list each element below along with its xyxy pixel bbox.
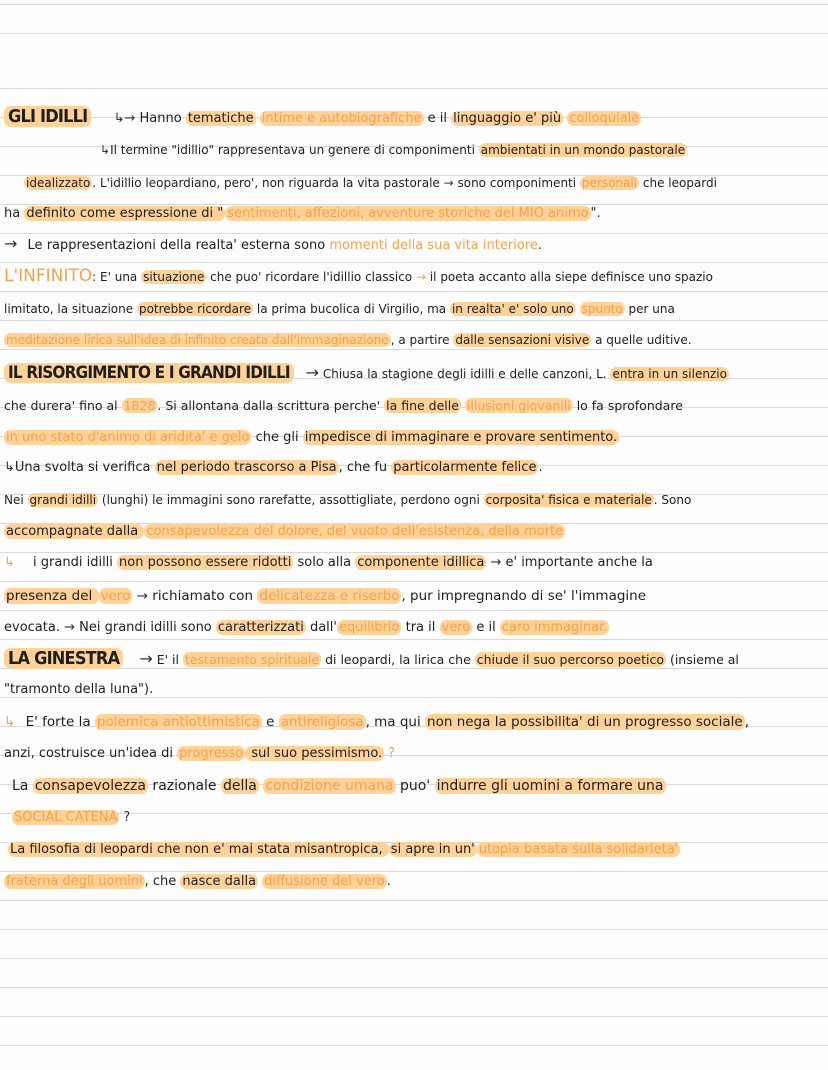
- text: ".: [590, 206, 601, 221]
- section-title-ginestra: LA GINESTRA: [4, 648, 123, 669]
- arrow-icon: →: [490, 555, 502, 570]
- text: per una: [624, 302, 675, 316]
- text: .: [386, 874, 391, 889]
- text: e' importante anche la: [501, 555, 653, 570]
- highlight-key-term: vero: [100, 588, 131, 604]
- text: "tramonto della luna").: [4, 682, 154, 697]
- text: puo': [395, 778, 435, 794]
- text: richiamato con: [148, 588, 258, 604]
- arrow-icon: →: [136, 588, 149, 604]
- text: dall': [305, 620, 337, 635]
- line-4: [4, 200, 822, 228]
- text: . Sono: [653, 493, 692, 507]
- highlight-key-term: colloquiale: [569, 111, 640, 126]
- highlight: in realta' e' solo uno: [451, 302, 574, 316]
- text: , che fu: [338, 460, 392, 475]
- text: lo fa sprofondare: [572, 398, 683, 413]
- text: sono componimenti: [453, 176, 580, 190]
- text: e il: [423, 111, 452, 126]
- highlight-key-term: utopia basata sulla solidarieta': [478, 842, 679, 857]
- text: , ma qui: [365, 714, 426, 730]
- line-15: [4, 549, 822, 577]
- line-9: [4, 359, 822, 387]
- text: La: [12, 778, 33, 794]
- highlight: sul suo pessimismo.: [247, 746, 383, 761]
- text: che puo' ricordare l'idillio classico: [206, 270, 416, 284]
- highlight: componente idillica: [357, 555, 485, 570]
- highlight-key-term: progresso: [179, 746, 244, 761]
- section-title-idilli: GLI IDILLI: [4, 106, 91, 127]
- line-25: [4, 868, 822, 896]
- highlight-key-term: intime e autobiografiche: [261, 111, 422, 126]
- highlight: entra in un silenzio: [612, 367, 727, 381]
- key-term: momenti della sua vita interiore: [329, 238, 538, 253]
- text: , pur impregnando di se' l'immagine: [401, 588, 647, 604]
- text: di leopardi, la lirica che: [321, 652, 475, 667]
- text: e il: [472, 620, 500, 635]
- arrow-icon: ↳: [113, 111, 125, 126]
- text: che leopardi: [639, 176, 717, 190]
- arrow-icon: ↳: [4, 555, 15, 570]
- highlight: nasce dalla: [182, 874, 257, 889]
- highlight: impedisce di immaginare e provare sentimento.: [304, 430, 618, 445]
- line-1: [4, 103, 822, 131]
- text: che gli: [251, 430, 303, 445]
- highlight-key-term: consapevolezza del dolore, del vuoto dell'esistenza, della morte: [146, 524, 564, 539]
- highlight: situazione: [143, 270, 205, 284]
- section-title-infinito: L'INFINITO: [4, 266, 93, 286]
- text: ha: [4, 206, 25, 221]
- text: limitato, la situazione: [4, 302, 137, 316]
- highlight: dalle sensazioni visive: [455, 333, 590, 347]
- text: .: [538, 460, 543, 475]
- highlight: potrebbe ricordare: [138, 302, 252, 316]
- highlight: indurre gli uomini a formare una: [436, 778, 664, 794]
- line-14: [4, 518, 822, 546]
- line-13: [4, 486, 822, 514]
- highlight-key-term: caro immaginar.: [501, 620, 608, 635]
- highlight: corposita' fisica e materiale: [485, 493, 652, 507]
- arrow-icon: →: [124, 111, 136, 126]
- line-17: [4, 614, 822, 642]
- bracket-mark-icon: ?: [388, 746, 396, 761]
- highlight-key-term: polemica antiottimistica: [96, 714, 260, 730]
- line-6: [4, 262, 822, 290]
- highlight-key-term: in uno stato d'animo di aridita' e gelo: [6, 430, 250, 445]
- text: solo alla: [293, 555, 356, 570]
- highlight-key-term: condizione umana: [265, 778, 394, 794]
- text: anzi, costruisce un'idea di: [4, 746, 178, 761]
- highlight: si apre in un': [390, 842, 475, 857]
- highlight: nel periodo trascorso a Pisa: [156, 460, 337, 475]
- text: , a partire: [390, 333, 454, 347]
- highlight-key-term: SOCIAL CATENA: [14, 810, 118, 825]
- text: Nei: [4, 493, 28, 507]
- arrow-icon: ↳: [4, 714, 16, 730]
- highlight: consapevolezza: [34, 778, 146, 794]
- line-5: [4, 230, 822, 258]
- arrow-icon: →: [305, 363, 320, 382]
- text: il poeta accanto alla siepe definisce uno spazio: [426, 270, 713, 284]
- text: E' il: [152, 652, 183, 667]
- text: Nei grandi idilli sono: [75, 620, 216, 635]
- line-19: [4, 676, 822, 704]
- arrow-icon: →: [4, 234, 18, 253]
- line-7: [4, 295, 822, 323]
- highlight-key-term: delicatezza e riserbo: [259, 588, 400, 604]
- highlight: accompagnate dalla: [6, 524, 143, 539]
- arrow-icon: →: [415, 270, 427, 284]
- highlight: non nega la possibilita' di un progresso sociale: [427, 714, 743, 730]
- line-16: [4, 582, 822, 610]
- highlight: chiude il suo percorso poetico: [476, 652, 664, 667]
- line-2: [100, 136, 822, 164]
- text: evocata.: [4, 620, 65, 635]
- highlight-key-term: 1828: [123, 398, 156, 413]
- text: (lunghi) le immagini sono rarefatte, assottigliate, perdono ogni: [98, 493, 484, 507]
- section-title-risorgimento: IL RISORGIMENTO E I GRANDI IDILLI: [4, 363, 294, 383]
- line-20: [4, 708, 822, 736]
- highlight: presenza del: [6, 588, 97, 604]
- highlight: linguaggio e' più: [453, 111, 562, 126]
- line-10: [4, 392, 822, 420]
- text: Una svolta si verifica: [14, 460, 155, 475]
- highlight-key-term: testamento spirituale: [184, 652, 320, 667]
- arrow-icon: →: [443, 176, 454, 190]
- line-3: [24, 169, 822, 197]
- text: Chiusa la stagione degli idilli e delle canzoni, L.: [322, 367, 611, 381]
- text: . Si allontana dalla scrittura perche': [157, 398, 385, 413]
- text: ,: [744, 714, 749, 730]
- line-21: [4, 740, 822, 768]
- highlight: ambientati in un mondo pastorale: [480, 143, 686, 157]
- text: Il termine "idillio" rappresentava un genere di componimenti: [110, 143, 479, 157]
- text: i grandi idilli: [33, 555, 118, 570]
- line-24: [8, 836, 822, 864]
- text: a quelle uditive.: [591, 333, 692, 347]
- highlight-key-term: illusioni giovanili: [466, 398, 571, 413]
- highlight: della: [222, 778, 257, 794]
- text: Le rappresentazioni della realta' esterna sono: [27, 238, 330, 253]
- line-12: [4, 454, 822, 482]
- arrow-icon: →: [64, 620, 75, 635]
- arrow-icon: ↳: [4, 460, 15, 475]
- text: (insieme al: [665, 652, 739, 667]
- highlight-key-term: spunto: [581, 302, 623, 316]
- highlight: particolarmente felice: [393, 460, 537, 475]
- highlight-key-term: sentimenti, affezioni, avventure storiche del MIO animo: [227, 206, 589, 221]
- highlight: definito come espressione di ": [26, 206, 224, 221]
- highlight-key-term: vero: [441, 620, 471, 635]
- highlight: grandi idilli: [29, 493, 97, 507]
- line-11: [4, 424, 822, 452]
- arrow-icon: ↳: [100, 143, 111, 157]
- text: Hanno: [139, 111, 186, 126]
- line-18: [4, 645, 822, 673]
- highlight: non possono essere ridotti: [119, 555, 292, 570]
- bracket-mark-icon: ?: [123, 810, 131, 825]
- text: : E' una: [92, 270, 142, 284]
- highlight: tematiche: [187, 111, 254, 126]
- text: razionale: [147, 778, 221, 794]
- highlight-key-term: antireligiosa: [280, 714, 364, 730]
- line-23: [12, 804, 822, 832]
- highlight-key-term: diffusione del vero: [264, 874, 385, 889]
- text: che durera' fino al: [4, 398, 122, 413]
- text: tra il: [401, 620, 440, 635]
- highlight-key-term: meditazione lirica sull'idea di infinito creata dall'immaginazione: [6, 333, 389, 347]
- highlight-key-term: personali: [581, 176, 638, 190]
- arrow-icon: →: [139, 649, 153, 668]
- highlight-key-term: equilibrio: [338, 620, 400, 635]
- highlight: idealizzato: [26, 176, 91, 190]
- highlight: caratterizzati: [217, 620, 304, 635]
- line-8: [4, 326, 822, 354]
- text: .: [537, 238, 542, 253]
- line-22: [12, 772, 822, 800]
- text: E' forte la: [25, 714, 95, 730]
- text: , che: [144, 874, 181, 889]
- highlight-key-term: fraterna degli uomini: [6, 874, 143, 889]
- text: e: [261, 714, 279, 730]
- text: . L'idillio leopardiano, pero', non riguarda la vita pastorale: [92, 176, 444, 190]
- text: la prima bucolica di Virgilio, ma: [253, 302, 450, 316]
- highlight: La filosofia di leopardi che non e' mai stata misantropica,: [10, 842, 387, 857]
- highlight: la fine delle: [386, 398, 459, 413]
